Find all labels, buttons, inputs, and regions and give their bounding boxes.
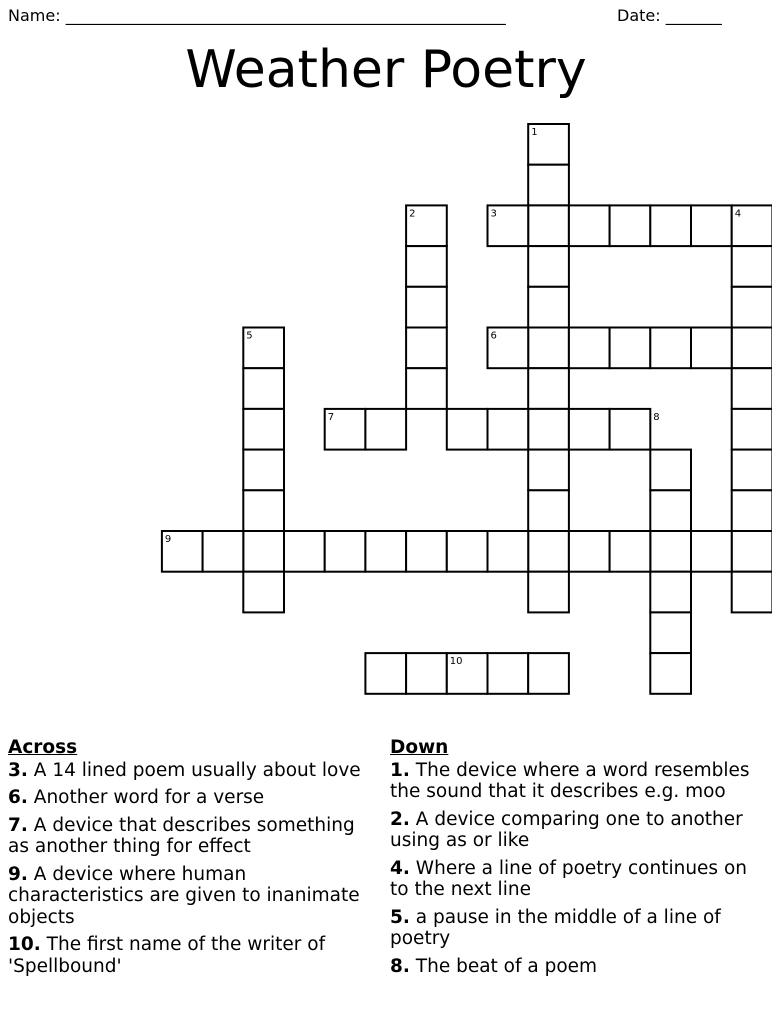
clue-text: a pause in the middle of a line of poetry xyxy=(390,906,721,949)
grid-cell[interactable] xyxy=(488,531,529,572)
grid-cell[interactable] xyxy=(650,531,691,572)
grid-cell[interactable] xyxy=(528,328,569,369)
across-clue xyxy=(8,934,380,977)
clue-text: A device that describes something as another thing for effect xyxy=(8,814,355,857)
clue-number: 10. xyxy=(8,934,41,955)
grid-cell[interactable] xyxy=(650,205,691,246)
clue-number-label: 6 xyxy=(490,330,497,342)
grid-cell[interactable] xyxy=(528,490,569,531)
grid-cell[interactable] xyxy=(406,246,447,287)
down-clue xyxy=(390,858,762,901)
grid-cell[interactable] xyxy=(243,490,284,531)
clue-number-label: 8 xyxy=(653,411,660,423)
grid-cell[interactable] xyxy=(691,328,732,369)
clue-number-label: 4 xyxy=(734,208,742,220)
name-label: Name: xyxy=(8,6,61,25)
down-clue xyxy=(390,760,762,803)
clue-text: The first name of the writer of 'Spellbound' xyxy=(8,934,326,977)
grid-cell[interactable] xyxy=(650,572,691,613)
grid-cell[interactable] xyxy=(243,531,284,572)
page-title: Weather Poetry xyxy=(185,40,587,100)
down-clue xyxy=(390,809,762,852)
grid-cell[interactable] xyxy=(243,572,284,613)
grid-cell[interactable] xyxy=(488,409,529,450)
grid-cell[interactable] xyxy=(406,287,447,328)
clue-text: The beat of a poem xyxy=(415,955,598,977)
grid-cell[interactable] xyxy=(528,531,569,572)
grid-cell[interactable] xyxy=(569,328,610,369)
grid-cell[interactable] xyxy=(732,490,772,531)
name-blank[interactable]: _______________________________________________________ xyxy=(65,6,506,25)
grid-cell[interactable] xyxy=(732,328,772,369)
grid-cell[interactable] xyxy=(203,531,244,572)
down-heading: Down xyxy=(390,737,449,758)
grid-cell[interactable] xyxy=(528,409,569,450)
grid-cell[interactable] xyxy=(650,328,691,369)
clue-number-label: 5 xyxy=(246,330,253,342)
grid-cell[interactable] xyxy=(528,165,569,206)
clue-number: 8. xyxy=(390,955,410,977)
down-clue xyxy=(390,956,762,978)
grid-cell[interactable] xyxy=(610,328,651,369)
clue-number-label: 10 xyxy=(449,656,463,668)
clue-number-label: 3 xyxy=(490,208,497,220)
grid-cell[interactable] xyxy=(569,205,610,246)
grid-cell[interactable] xyxy=(691,531,732,572)
grid-cell[interactable] xyxy=(365,531,406,572)
grid-cell[interactable] xyxy=(488,653,529,694)
clue-number: 9. xyxy=(8,863,28,885)
grid-cell[interactable] xyxy=(365,653,406,694)
grid-cell[interactable] xyxy=(650,450,691,491)
grid-cell[interactable] xyxy=(528,653,569,694)
grid-cell[interactable] xyxy=(406,328,447,369)
date-label: Date: xyxy=(617,6,661,25)
clue-number-label: 2 xyxy=(409,208,416,220)
grid-cell[interactable] xyxy=(528,450,569,491)
grid-cell[interactable] xyxy=(650,653,691,694)
across-clue xyxy=(8,760,380,782)
date-blank[interactable]: _______ xyxy=(665,6,722,25)
grid-cell[interactable] xyxy=(732,531,772,572)
grid-cell[interactable] xyxy=(243,368,284,409)
grid-cell[interactable] xyxy=(243,450,284,491)
grid-cell[interactable] xyxy=(691,205,732,246)
grid-cell[interactable] xyxy=(569,531,610,572)
grid-cell[interactable] xyxy=(610,531,651,572)
grid-cell[interactable] xyxy=(243,409,284,450)
grid-cell[interactable] xyxy=(732,368,772,409)
grid-cell[interactable] xyxy=(650,490,691,531)
grid-cell[interactable] xyxy=(406,653,447,694)
grid-cell[interactable] xyxy=(528,287,569,328)
down-clue xyxy=(390,907,762,950)
grid-cell[interactable] xyxy=(569,409,610,450)
grid-cell[interactable] xyxy=(528,572,569,613)
grid-cell[interactable] xyxy=(528,368,569,409)
clue-number: 3. xyxy=(8,759,28,781)
grid-cell[interactable] xyxy=(447,409,488,450)
grid-cell[interactable] xyxy=(610,409,651,450)
clue-number-label: 9 xyxy=(164,534,172,545)
clue-number-label: 7 xyxy=(327,411,335,423)
across-clues xyxy=(8,737,380,983)
clue-number: 1. xyxy=(390,759,410,781)
grid-cell[interactable] xyxy=(284,531,325,572)
clue-number: 2. xyxy=(390,808,410,830)
clue-text: Where a line of poetry continues on to the next line xyxy=(390,857,747,900)
clue-number-label: 1 xyxy=(531,127,538,138)
clue-text: A device where human characteristics are given to inanimate objects xyxy=(8,863,360,928)
grid-cell[interactable] xyxy=(732,450,772,491)
clue-text: A 14 lined poem usually about love xyxy=(33,759,361,781)
clue-text: Another word for a verse xyxy=(33,787,265,808)
down-clues xyxy=(390,737,762,983)
grid-cell[interactable] xyxy=(732,246,772,287)
clue-text: The device where a word resembles the sound that it describes e.g. moo xyxy=(390,759,750,802)
across-heading: Across xyxy=(8,737,78,758)
across-clue xyxy=(8,864,380,929)
grid-cell[interactable] xyxy=(732,572,772,613)
clue-number: 4. xyxy=(390,857,410,879)
grid-cell[interactable] xyxy=(528,246,569,287)
across-clue xyxy=(8,787,380,809)
grid-cell[interactable] xyxy=(447,531,488,572)
clue-number: 7. xyxy=(8,814,28,836)
grid-cell[interactable] xyxy=(325,531,366,572)
grid-cell[interactable] xyxy=(406,531,447,572)
grid-cell[interactable] xyxy=(610,205,651,246)
clue-number: 5. xyxy=(390,906,410,928)
grid-cell[interactable] xyxy=(528,205,569,246)
across-clue xyxy=(8,815,380,858)
clue-number: 6. xyxy=(8,787,28,808)
grid-cell[interactable] xyxy=(732,287,772,328)
grid-cell[interactable] xyxy=(406,368,447,409)
clue-text: A device comparing one to another using as or like xyxy=(390,808,743,851)
grid-cell[interactable] xyxy=(650,612,691,653)
grid-cell[interactable] xyxy=(365,409,406,450)
grid-cell[interactable] xyxy=(732,409,772,450)
